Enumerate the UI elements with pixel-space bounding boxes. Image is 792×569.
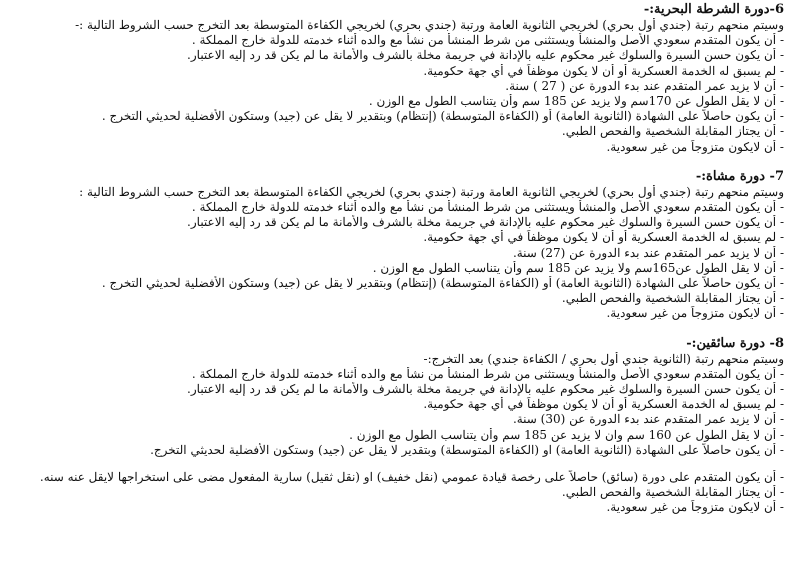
condition-line: - أن يجتاز المقابلة الشخصية والفحص الطبي. [561,291,784,306]
section-intro: وسيتم منحهم رتبة (الثانوية جندي أول بحري / الكفاءة جندي) بعد التخرج:- [423,351,784,366]
section-drivers [6,336,784,516]
condition-line: - أن يكون المتقدم سعودي الأصل والمنشأ ويستثنى من شرط المنشأ من نشأ مع والده أثناء خدمته للدولة خارج المملكة . [191,366,784,381]
section-gap [6,322,784,336]
condition-line: - أن يكون حاصلاً على الشهادة (الثانوية العامة) أو (الكفاءة المتوسطة) (إنتظام) وبتقدير لا يقل عن (جيد) وستكون الأفضلية لحديثي التخرج . [101,109,784,124]
condition-line: - أن يكون المتقدم سعودي الأصل والمنشأ ويستثنى من شرط المنشأ من نشأ مع والده أثناء خدمته للدولة خارج المملكة . [191,200,784,215]
section-heading: 6-دورة الشرطة البحرية:- [643,2,784,17]
condition-line: - أن يكون المتقدم على دورة (سائق) حاصلاً على رخصة قيادة عمومي (نقل خفيف) او (نقل ثقيل) سارية المفعول مضى على استخراجها لايقل عنه سنه. [39,470,784,485]
section-heading: 8- دورة سائقين:- [686,335,784,351]
condition-line: - أن يكون حسن السيرة والسلوك غير محكوم عليه بالإدانة في جريمة مخلة بالشرف والأمانة ما لم يكن قد رد إليه الاعتبار. [187,215,784,230]
condition-line: - أن يكون المتقدم سعودي الأصل والمنشأ ويستثنى من شرط المنشأ من نشأ مع والده أثناء خدمته للدولة خارج المملكة . [191,33,784,48]
condition-line: - لم يسبق له الخدمة العسكرية أو أن لا يكون موظفاً في أي جهة حكومية. [423,63,784,78]
section-intro: وسيتم منحهم رتبة (جندي أول بحري) لخريجي الثانوية العامة ورتبة (جندي بحري) لخريجي الكفاءة المتوسطة بعد التخرج حسب الشروط التالية : [79,184,784,199]
condition-line: - أن لا يقل الطول عن 170سم ولا يزيد عن 185 سم وأن يتناسب الطول مع الوزن . [368,94,784,109]
section-infantry [6,169,784,322]
condition-line: - أن لا يزيد عمر المتقدم عند بدء الدورة عن (30) سنة. [512,412,784,427]
section-heading: 7- دورة مشاة:- [695,168,784,184]
condition-line: - أن يكون حاصلاً على الشهادة (الثانوية العامة) او (الكفاءة المتوسطة) وبتقدير لا يقل عن (جيد) وستكون الأفضلية لحديثي التخرج. [150,442,784,457]
section-naval-police [6,2,784,155]
condition-line: - أن يكون حسن السيرة والسلوك غير محكوم عليه بالإدانة في جريمة مخلة بالشرف والأمانة ما لم يكن قد رد إليه الاعتبار. [187,48,784,63]
condition-line: - أن لا يزيد عمر المتقدم عند بدء الدورة عن ( 27 ) سنة. [505,78,784,93]
condition-line: - أن لا يزيد عمر المتقدم عند بدء الدورة عن (27) سنة. [512,245,784,260]
condition-line: - أن يكون حسن السيرة والسلوك غير محكوم عليه بالإدانة في جريمة مخلة بالشرف والأمانة ما لم يكن قد رد إليه الاعتبار. [187,382,784,397]
section-intro: وسيتم منحهم رتبة (جندي أول بحري) لخريجي الثانوية العامة ورتبة (جندي بحري) لخريجي الكفاءة المتوسطة بعد التخرج حسب الشروط التالية :- [75,18,784,32]
condition-line: - لم يسبق له الخدمة العسكرية أو أن لا يكون موظفاً في أي جهة حكومية. [423,397,784,412]
condition-line: - لم يسبق له الخدمة العسكرية أو أن لا يكون موظفاً في أي جهة حكومية. [423,230,784,245]
condition-line: - أن لايكون متزوجاً من غير سعودية. [606,306,784,321]
condition-line: - أن يجتاز المقابلة الشخصية والفحص الطبي. [561,124,784,139]
condition-line: - أن يجتاز المقابلة الشخصية والفحص الطبي. [561,485,784,500]
condition-line: - أن لايكون متزوجاً من غير سعودية. [606,500,784,515]
condition-line: - أن لا يقل الطول عن165سم ولا يزيد عن 185 سم وأن يتناسب الطول مع الوزن . [372,260,784,275]
condition-line: - أن لايكون متزوجاً من غير سعودية. [606,139,784,154]
section-gap [6,155,784,169]
paragraph-gap [6,458,784,470]
condition-line: - أن لا يقل الطول عن 160 سم وان لا يزيد عن 185 سم وأن يتناسب الطول مع الوزن . [349,427,784,442]
condition-line: - أن يكون حاصلاً على الشهادة (الثانوية العامة) أو (الكفاءة المتوسطة) (إنتظام) وبتقدير لا يقل عن (جيد) وستكون الأفضلية لحديثي التخرج . [101,276,784,291]
